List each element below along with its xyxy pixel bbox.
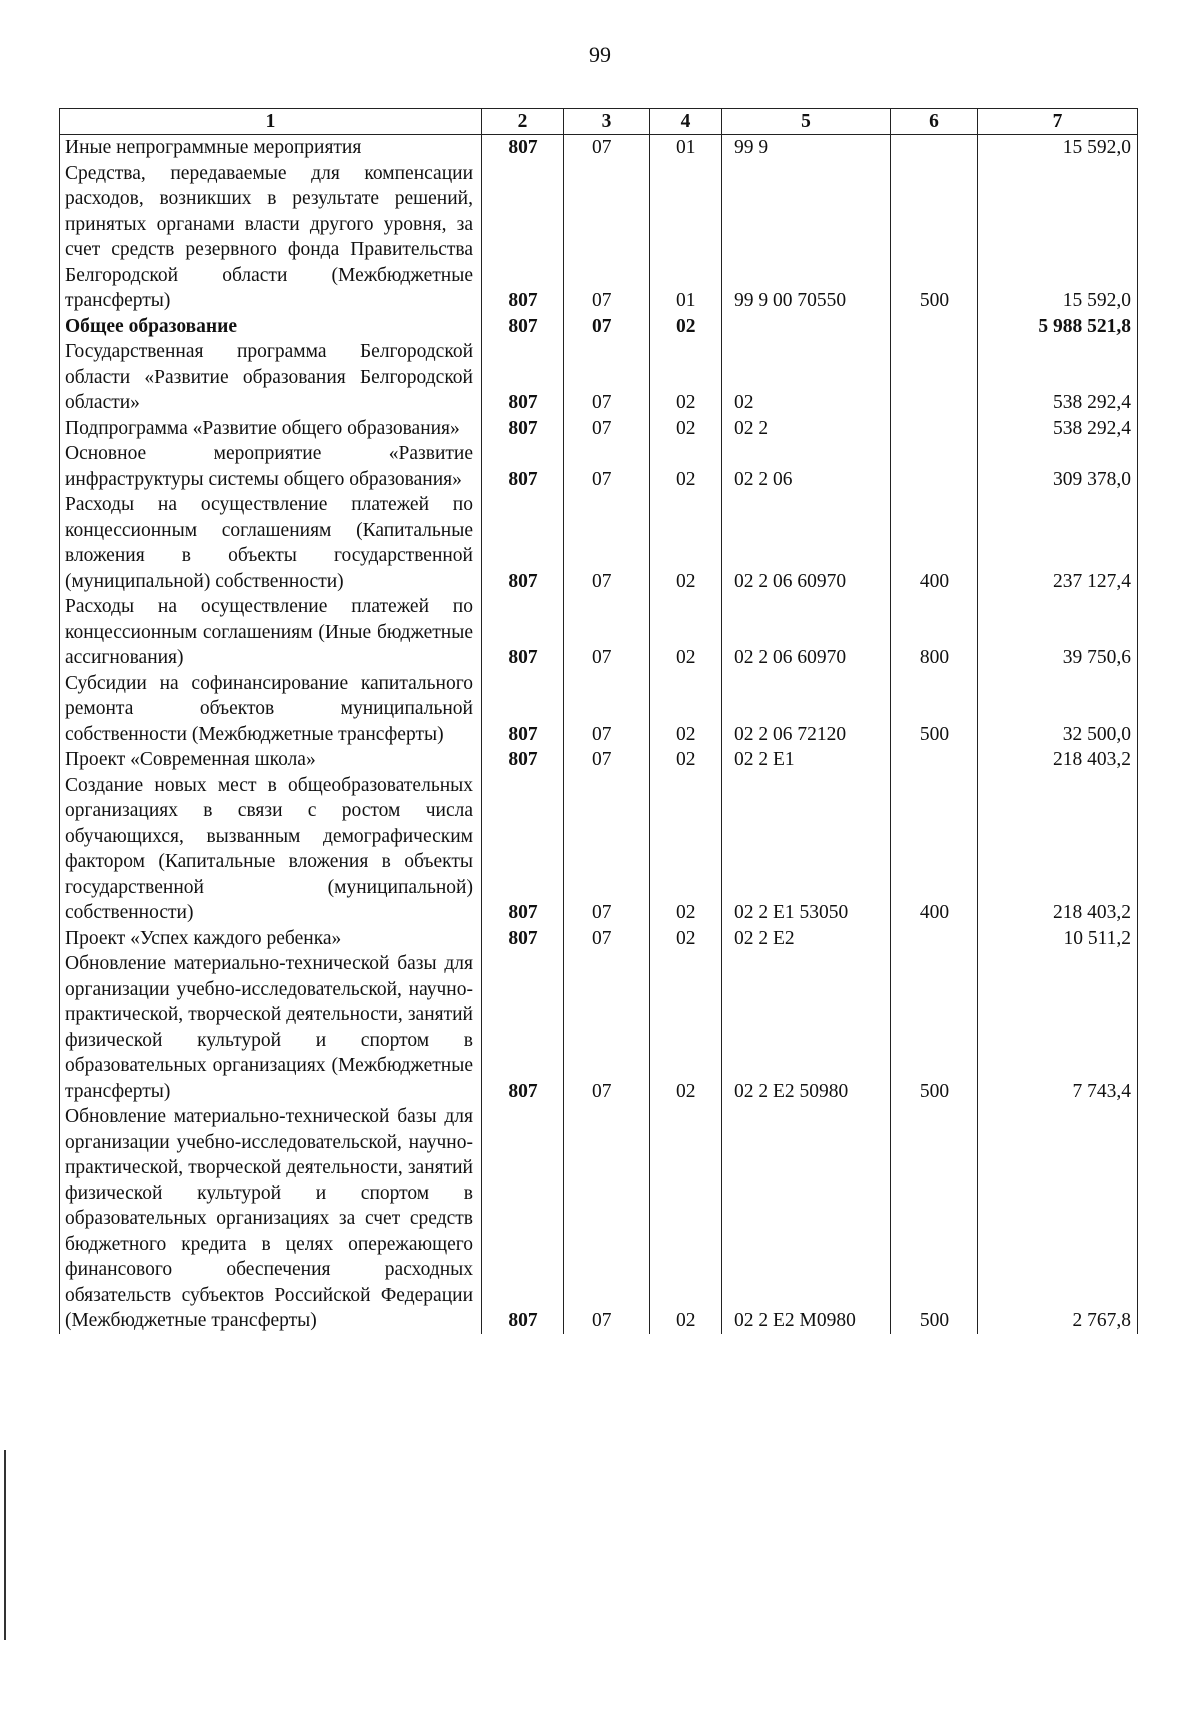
row-name-cell: Проект «Успех каждого ребенка»: [60, 926, 482, 952]
target-article-cell: 99 9: [722, 135, 891, 161]
amount-cell: 237 127,4: [978, 492, 1138, 594]
subsection-code-cell: 02: [650, 951, 722, 1104]
target-article-cell: 02 2 E2: [722, 926, 891, 952]
target-article-cell: 02 2 E2 50980: [722, 951, 891, 1104]
expense-type-cell: 800: [891, 594, 978, 671]
expense-type-cell: [891, 314, 978, 340]
target-article-cell: 02 2 06 60970: [722, 492, 891, 594]
expense-type-cell: 400: [891, 773, 978, 926]
row-name-cell: Государственная программа Белгородской области «Развитие образования Белгородской области»: [60, 339, 482, 416]
section-code-cell: 07: [564, 773, 650, 926]
row-name-cell: Расходы на осуществление платежей по концессионным соглашениям (Иные бюджетные ассигнования): [60, 594, 482, 671]
department-code-cell: 807: [482, 441, 564, 492]
row-name-cell: Подпрограмма «Развитие общего образования»: [60, 416, 482, 442]
expense-type-cell: 400: [891, 492, 978, 594]
table-row: [60, 416, 1138, 442]
section-code-cell: 07: [564, 161, 650, 314]
section-code-cell: 07: [564, 671, 650, 748]
section-code-cell: 07: [564, 314, 650, 340]
table-row: [60, 926, 1138, 952]
column-header: 4: [650, 109, 722, 135]
amount-cell: 32 500,0: [978, 671, 1138, 748]
amount-cell: 538 292,4: [978, 339, 1138, 416]
subsection-code-cell: 02: [650, 441, 722, 492]
target-article-cell: 02 2 E1 53050: [722, 773, 891, 926]
subsection-code-cell: 01: [650, 161, 722, 314]
section-code-cell: 07: [564, 594, 650, 671]
table-row: [60, 492, 1138, 594]
column-header: 1: [60, 109, 482, 135]
target-article-cell: 02 2 E1: [722, 747, 891, 773]
subsection-code-cell: 02: [650, 926, 722, 952]
department-code-cell: 807: [482, 339, 564, 416]
amount-cell: 15 592,0: [978, 161, 1138, 314]
row-name-cell: Общее образование: [60, 314, 482, 340]
expense-type-cell: 500: [891, 671, 978, 748]
amount-cell: 10 511,2: [978, 926, 1138, 952]
subsection-code-cell: 02: [650, 773, 722, 926]
target-article-cell: 02 2 06 72120: [722, 671, 891, 748]
amount-cell: 218 403,2: [978, 773, 1138, 926]
amount-cell: 538 292,4: [978, 416, 1138, 442]
department-code-cell: 807: [482, 773, 564, 926]
row-name-cell: Проект «Современная школа»: [60, 747, 482, 773]
row-name-cell: Субсидии на софинансирование капитального ремонта объектов муниципальной собственности (Межбюджетные трансферты): [60, 671, 482, 748]
table-row: [60, 951, 1138, 1104]
section-code-cell: 07: [564, 747, 650, 773]
row-name-cell: Иные непрограммные мероприятия: [60, 135, 482, 161]
department-code-cell: 807: [482, 314, 564, 340]
department-code-cell: 807: [482, 492, 564, 594]
expense-type-cell: [891, 416, 978, 442]
row-name-cell: Расходы на осуществление платежей по концессионным соглашениям (Капитальные вложения в объекты государственной (муниципальной) собственности): [60, 492, 482, 594]
row-name-cell: Обновление материально-технической базы для организации учебно-исследовательской, научно-практической, творческой деятельности, занятий физической культурой и спортом в образовательных организациях (Межбюджетные трансферты): [60, 951, 482, 1104]
table-row: [60, 441, 1138, 492]
department-code-cell: 807: [482, 1104, 564, 1334]
amount-cell: 2 767,8: [978, 1104, 1138, 1334]
column-header: 6: [891, 109, 978, 135]
amount-cell: 309 378,0: [978, 441, 1138, 492]
budget-table: [59, 108, 1138, 1334]
table-row: [60, 135, 1138, 161]
scan-edge-mark: [4, 1450, 6, 1640]
row-name-cell: Создание новых мест в общеобразовательных организациях в связи с ростом числа обучающихся, вызванным демографическим фактором (Капитальные вложения в объекты государственной (муниципальной) собственности): [60, 773, 482, 926]
department-code-cell: 807: [482, 161, 564, 314]
section-code-cell: 07: [564, 416, 650, 442]
section-code-cell: 07: [564, 339, 650, 416]
expense-type-cell: [891, 339, 978, 416]
target-article-cell: 02 2 06: [722, 441, 891, 492]
expense-type-cell: [891, 926, 978, 952]
table-row: [60, 747, 1138, 773]
target-article-cell: 02: [722, 339, 891, 416]
expense-type-cell: 500: [891, 1104, 978, 1334]
row-name-cell: Основное мероприятие «Развитие инфраструктуры системы общего образования»: [60, 441, 482, 492]
section-code-cell: 07: [564, 492, 650, 594]
table-header-row: [60, 109, 1138, 135]
section-code-cell: 07: [564, 1104, 650, 1334]
amount-cell: 15 592,0: [978, 135, 1138, 161]
table-row: [60, 314, 1138, 340]
table-body: [60, 135, 1138, 1334]
table-row: [60, 773, 1138, 926]
target-article-cell: [722, 314, 891, 340]
subsection-code-cell: 02: [650, 492, 722, 594]
subsection-code-cell: 01: [650, 135, 722, 161]
page-number: 99: [589, 42, 611, 67]
target-article-cell: 02 2 06 60970: [722, 594, 891, 671]
amount-cell: 5 988 521,8: [978, 314, 1138, 340]
subsection-code-cell: 02: [650, 594, 722, 671]
expense-type-cell: 500: [891, 161, 978, 314]
department-code-cell: 807: [482, 135, 564, 161]
expense-type-cell: [891, 747, 978, 773]
department-code-cell: 807: [482, 926, 564, 952]
subsection-code-cell: 02: [650, 747, 722, 773]
expense-type-cell: [891, 441, 978, 492]
department-code-cell: 807: [482, 416, 564, 442]
table-row: [60, 1104, 1138, 1334]
amount-cell: 218 403,2: [978, 747, 1138, 773]
department-code-cell: 807: [482, 594, 564, 671]
subsection-code-cell: 02: [650, 1104, 722, 1334]
section-code-cell: 07: [564, 951, 650, 1104]
department-code-cell: 807: [482, 951, 564, 1104]
target-article-cell: 99 9 00 70550: [722, 161, 891, 314]
table-row: [60, 671, 1138, 748]
subsection-code-cell: 02: [650, 339, 722, 416]
table-row: [60, 594, 1138, 671]
amount-cell: 7 743,4: [978, 951, 1138, 1104]
section-code-cell: 07: [564, 441, 650, 492]
column-header: 7: [978, 109, 1138, 135]
subsection-code-cell: 02: [650, 416, 722, 442]
expense-type-cell: [891, 135, 978, 161]
expense-type-cell: 500: [891, 951, 978, 1104]
section-code-cell: 07: [564, 135, 650, 161]
subsection-code-cell: 02: [650, 314, 722, 340]
department-code-cell: 807: [482, 671, 564, 748]
target-article-cell: 02 2 E2 M0980: [722, 1104, 891, 1334]
table-row: [60, 339, 1138, 416]
amount-cell: 39 750,6: [978, 594, 1138, 671]
section-code-cell: 07: [564, 926, 650, 952]
subsection-code-cell: 02: [650, 671, 722, 748]
target-article-cell: 02 2: [722, 416, 891, 442]
row-name-cell: Обновление материально-технической базы для организации учебно-исследовательской, научно-практической, творческой деятельности, занятий физической культурой и спортом в образовательных организациях за счет средств бюджетного кредита в целях опережающего финансового обеспечения расходных обязательств субъектов Российской Федерации (Межбюджетные трансферты): [60, 1104, 482, 1334]
column-header: 3: [564, 109, 650, 135]
column-header: 5: [722, 109, 891, 135]
row-name-cell: Средства, передаваемые для компенсации расходов, возникших в результате решений, принятых органами власти другого уровня, за счет средств резервного фонда Правительства Белгородской области (Межбюджетные трансферты): [60, 161, 482, 314]
table-row: [60, 161, 1138, 314]
department-code-cell: 807: [482, 747, 564, 773]
column-header: 2: [482, 109, 564, 135]
